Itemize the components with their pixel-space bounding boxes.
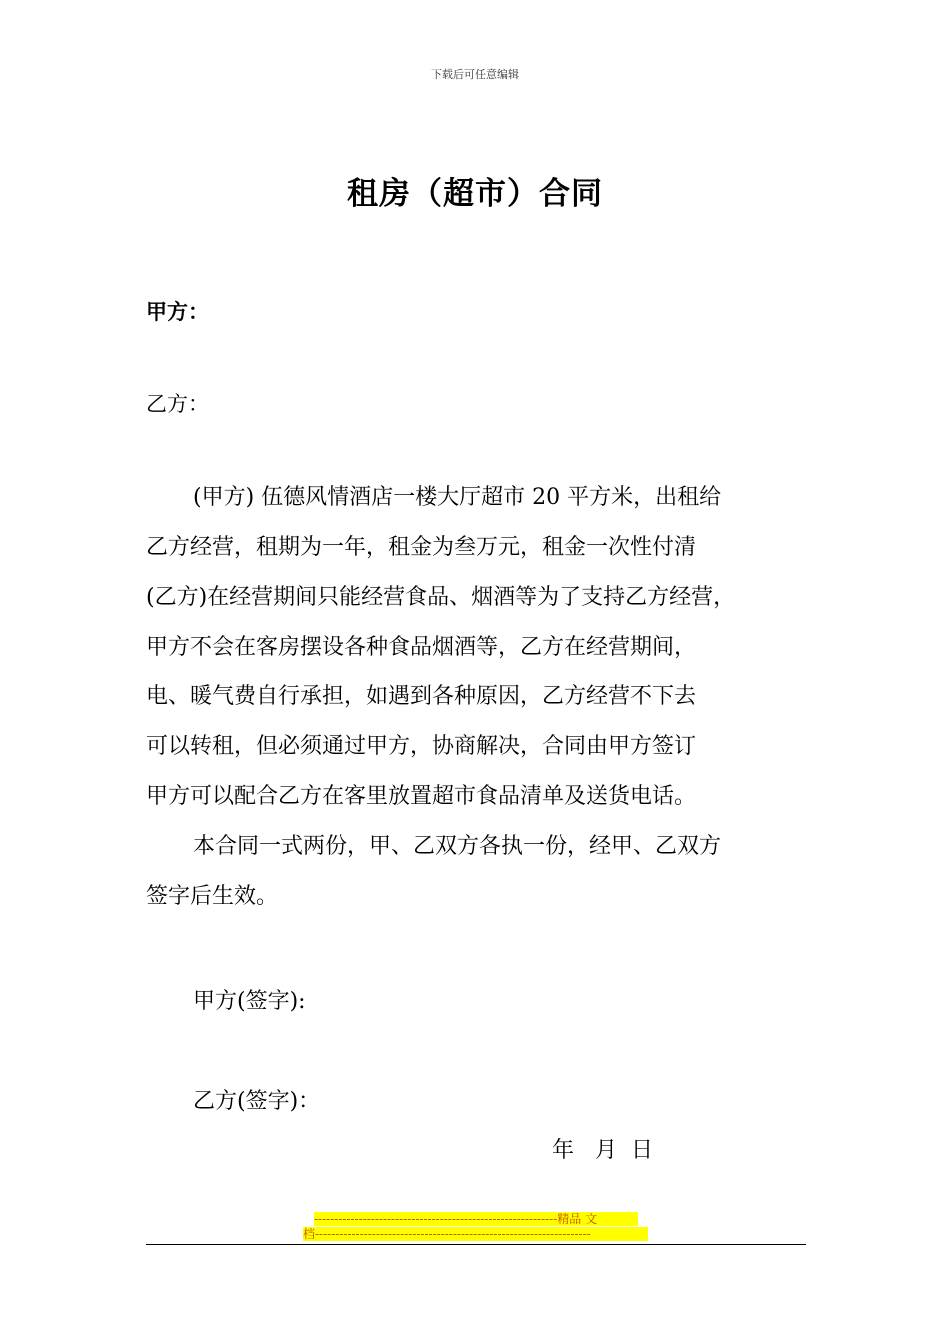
signature-date: 年 月 日 bbox=[552, 1138, 653, 1163]
body-line: 甲方不会在客房摆设各种食品烟酒等，乙方在经营期间， bbox=[146, 635, 697, 660]
body-line: 本合同一式两份，甲、乙双方各执一份，经甲、乙双方 bbox=[193, 834, 722, 859]
body-line: 签字后生效。 bbox=[146, 884, 279, 909]
party-a-signature: 甲方(签字): bbox=[193, 989, 306, 1014]
footer-highlight-line-2: 档-------------------------------------------------------------------- bbox=[303, 1227, 648, 1241]
party-a-label: 甲方： bbox=[146, 299, 209, 324]
party-b-label: 乙方： bbox=[146, 392, 209, 416]
body-line: (甲方) 伍德风情酒店一楼大厅超市 20 平方米，出租给 bbox=[193, 485, 722, 510]
header-note: 下载后可任意编辑 bbox=[431, 68, 519, 81]
party-b-signature: 乙方(签字)： bbox=[193, 1089, 321, 1114]
body-line: (乙方)在经营期间只能经营食品、烟酒等为了支持乙方经营， bbox=[146, 585, 736, 610]
footer-divider bbox=[146, 1244, 806, 1245]
footer-highlight-line-1: ------------------------------------------------------------精品 文 bbox=[314, 1212, 638, 1226]
body-line: 可以转租，但必须通过甲方，协商解决，合同由甲方签订 bbox=[146, 734, 697, 759]
body-line: 电、暖气费自行承担，如遇到各种原因，乙方经营不下去 bbox=[146, 684, 697, 709]
body-line: 乙方经营，租期为一年，租金为叁万元，租金一次性付清 bbox=[146, 535, 697, 560]
body-line: 甲方可以配合乙方在客里放置超市食品清单及送货电话。 bbox=[146, 784, 697, 809]
document-title: 租房（超市）合同 bbox=[347, 176, 603, 212]
